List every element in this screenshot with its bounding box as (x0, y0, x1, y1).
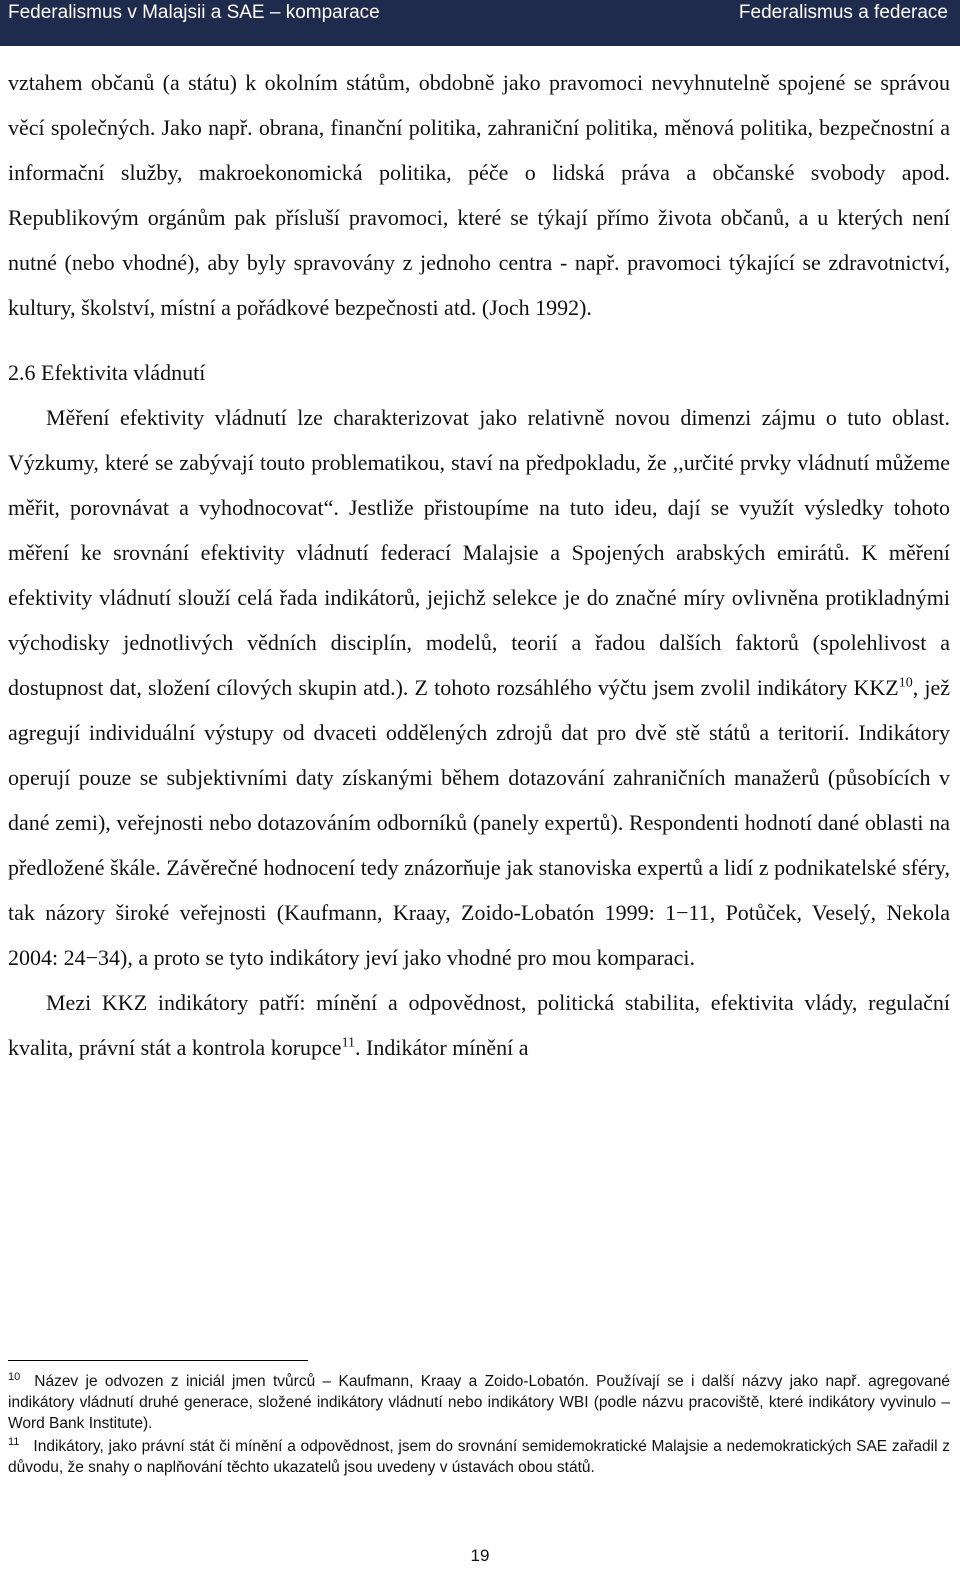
section-heading: 2.6 Efektivita vládnutí (8, 360, 206, 385)
footnote-text: Indikátory, jako právní stát či mínění a odpovědnost, jsem do srovnání semidemokratické Malajsie a nedemokratických SAE zařadil z důvodu, že snahy o naplňování těchto ukazatelů jsou uvedeny v ústavách obou států. (8, 1438, 950, 1476)
footnote-divider (8, 1360, 308, 1361)
footnote-ref-10[interactable]: 10 (898, 675, 913, 691)
paragraph-3 (8, 980, 950, 1070)
footnote-text: Název je odvozen z iniciál jmen tvůrců – Kaufmann, Kraay a Zoido-Lobatón. Používají se i další názvy jako např. agregované indikátory vládnutí druhé generace, složené indikátory vládnutí nebo indikátory WBI (podle názvu pracoviště, které indikátory vyvinulo – Word Bank Institute). (8, 1373, 950, 1432)
footnote-10 (8, 1371, 950, 1434)
header-right-title: Federalismus a federace (738, 2, 948, 23)
paragraph-3-part-a: Mezi KKZ indikátory patří: mínění a odpovědnost, politická stabilita, efektivita vlády, regulační kvalita, právní stát a kontrola korupce (8, 990, 950, 1060)
paragraph-2 (8, 395, 950, 980)
footnote-ref-11[interactable]: 11 (341, 1035, 356, 1051)
footnote-number: 11 (8, 1435, 20, 1448)
footnotes (8, 1360, 950, 1480)
main-text (8, 60, 950, 1070)
page-number: 19 (470, 1546, 490, 1565)
paragraph-1: vztahem občanů (a státu) k okolním státům, obdobně jako pravomoci nevyhnutelně spojené se správou věcí společných. Jako např. obrana, finanční politika, zahraniční politika, měnová politika, bezpečnostní a informační služby, makroekonomická politika, péče o lidská práva a občanské svobody apod. Republikovým orgánům pak přísluší pravomoci, které se týkají přímo života občanů, a u kterých není nutné (nebo vhodné), aby byly spravovány z jednoho centra - např. pravomoci týkající se zdravotnictví, kultury, školství, místní a pořádkové bezpečnosti atd. (Joch 1992). (8, 70, 950, 320)
paragraph-3-part-b: . Indikátor mínění a (355, 1035, 529, 1060)
footnote-11 (8, 1436, 950, 1478)
paragraph-2-part-b: , jež agregují individuální výstupy od dvaceti oddělených zdrojů dat pro dvě stě států a teritorií. Indikátory operují pouze se subjektivními daty získanými během dotazování zahraničních manažerů (působících v dané zemi), veřejnosti nebo dotazováním odborníků (panely expertů). Respondenti hodnotí dané oblasti na předložené škále. Závěrečné hodnocení tedy znázorňuje jak stanoviska expertů a lidí z podnikatelské sféry, tak názory široké veřejnosti (Kaufmann, Kraay, Zoido-Lobatón 1999: 1−11, Potůček, Veselý, Nekola 2004: 24−34), a proto se tyto indikátory jeví jako vhodné pro mou komparaci. (8, 675, 950, 970)
header-left-title: Federalismus v Malajsii a SAE – komparace (8, 2, 380, 23)
footnote-number: 10 (8, 1370, 21, 1383)
running-header (0, 0, 960, 46)
paragraph-2-part-a: Měření efektivity vládnutí lze charakterizovat jako relativně novou dimenzi zájmu o tuto oblast. Výzkumy, které se zabývají touto problematikou, staví na předpokladu, že ,,určité prvky vládnutí můžeme měřit, porovnávat a vyhodnocovat“. Jestliže přistoupíme na tuto ideu, dají se využít výsledky tohoto měření ke srovnání efektivity vládnutí federací Malajsie a Spojených arabských emirátů. K měření efektivity vládnutí slouží celá řada indikátorů, jejichž selekce je do značné míry ovlivněna protikladnými východisky jednotlivých vědních disciplín, modelů, teorií a řadou dalších faktorů (spolehlivost a dostupnost dat, složení cílových skupin atd.). Z tohoto rozsáhlého výčtu jsem zvolil indikátory KKZ (8, 405, 950, 700)
